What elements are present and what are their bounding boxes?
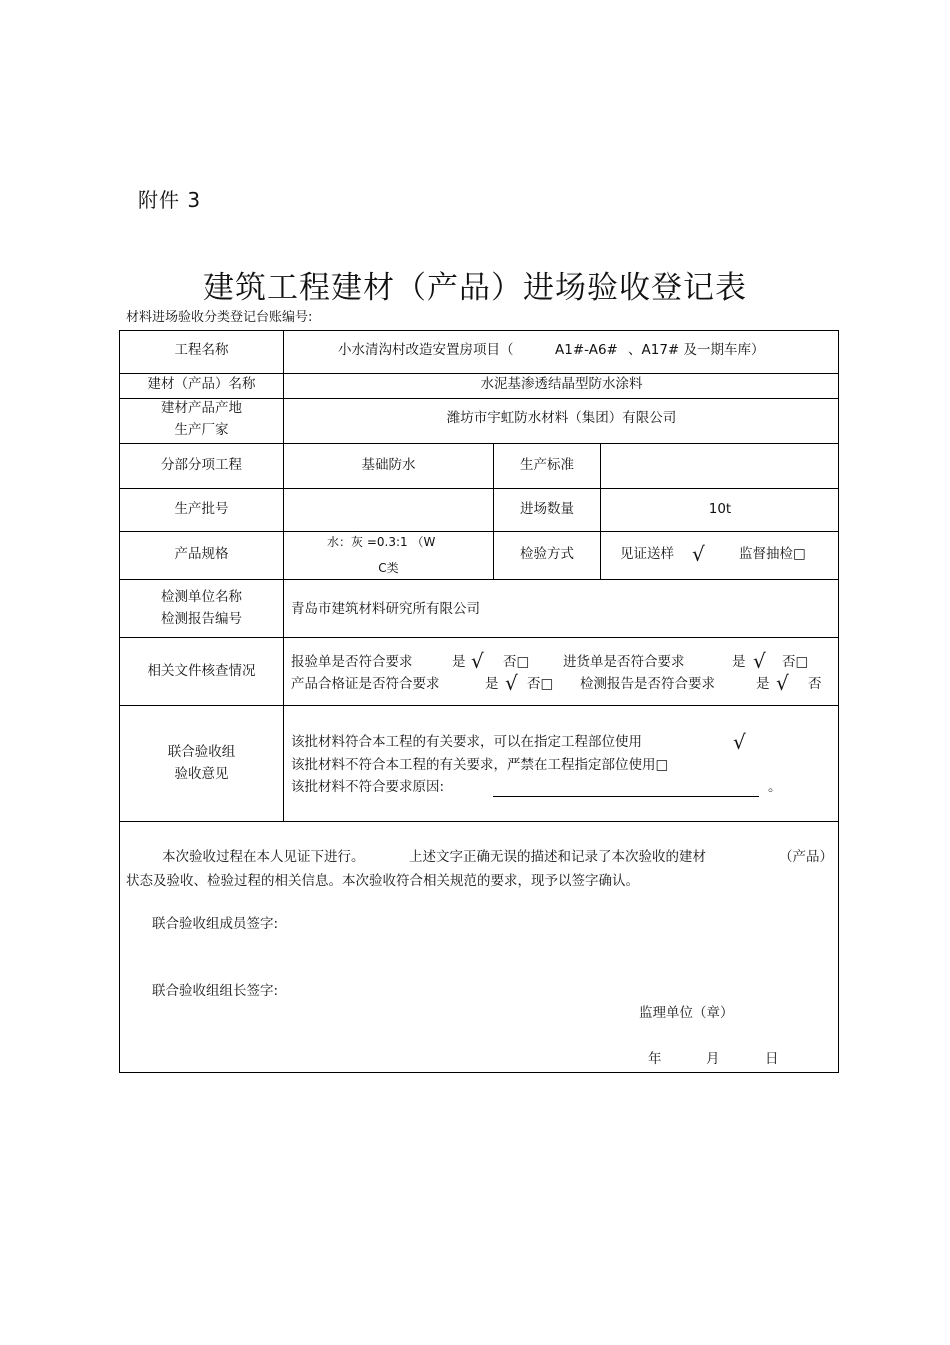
statement-line-2: 状态及验收、检验过程的相关信息。本次验收符合相关规范的要求，现予以签字确认。 (126, 873, 639, 889)
opinion-reason-label: 该批材料不符合要求原因: (291, 779, 445, 795)
form-title: 建筑工程建材（产品）进场验收登记表 (203, 270, 747, 306)
row-divider (119, 488, 839, 489)
witness-sampling-option: 见证送样 (620, 546, 674, 562)
date-day: 日 (765, 1051, 779, 1067)
test-report-yes: 是 (756, 676, 770, 692)
material-name-value: 水泥基渗透结晶型防水涂料 (480, 376, 643, 392)
manufacturer-value: 潍坊市宇虹防水材料（集团）有限公司 (446, 410, 677, 426)
row-divider (119, 637, 839, 638)
subproject-value: 基础防水 (361, 457, 416, 473)
registration-table (119, 330, 839, 1073)
date-month: 月 (706, 1051, 720, 1067)
subproject-label: 分部分项工程 (161, 457, 242, 473)
origin-label: 建材产品产地 (161, 400, 242, 416)
delivery-note-no: 否□ (782, 654, 809, 670)
date-year: 年 (648, 1051, 662, 1067)
row-divider (119, 705, 839, 706)
project-name-suffix: 、A17# 及一期车库） (628, 342, 765, 358)
certificate-question: 产品合格证是否符合要求 (291, 676, 440, 692)
reason-end-mark: 。 (768, 779, 782, 795)
quantity-value: 10t (708, 501, 732, 517)
project-name-buildings: A1#-A6# (555, 342, 618, 358)
row-divider (119, 821, 839, 822)
column-divider (283, 330, 284, 821)
row-divider (119, 398, 839, 399)
standard-label: 生产标准 (520, 457, 574, 473)
material-name-label: 建材（产品）名称 (147, 376, 256, 392)
joint-group-label: 联合验收组 (167, 744, 236, 760)
witness-sampling-check: √ (692, 542, 705, 566)
spec-value-line-1: 水：灰 =0.3:1 （W (327, 535, 436, 549)
lab-name-label: 检测单位名称 (161, 589, 242, 605)
opinion-approve-check: √ (733, 730, 746, 754)
row-divider (119, 443, 839, 444)
inspection-form-check: √ (471, 649, 484, 673)
leader-signature-label: 联合验收组组长签字: (152, 983, 279, 999)
certificate-no: 否□ (527, 676, 554, 692)
batch-number-label: 生产批号 (174, 501, 229, 517)
certificate-check: √ (505, 671, 518, 695)
quantity-label: 进场数量 (520, 501, 574, 517)
ledger-number-label: 材料进场验收分类登记台账编号: (126, 310, 313, 325)
document-check-label: 相关文件核查情况 (147, 663, 256, 679)
statement-line-1c: （产品） (779, 849, 833, 865)
inspection-form-yes: 是 (452, 654, 466, 670)
inspection-form-question: 报验单是否符合要求 (291, 654, 413, 670)
lab-name-value: 青岛市建筑材料研究所有限公司 (291, 601, 480, 617)
project-name-value: 小水清沟村改造安置房项目（ (338, 342, 514, 358)
statement-line-1b: 上述文字正确无误的描述和记录了本次验收的建材 (409, 849, 706, 865)
delivery-note-question: 进货单是否符合要求 (563, 654, 685, 670)
reason-underline (493, 796, 759, 797)
spec-label: 产品规格 (174, 546, 229, 562)
test-report-question: 检测报告是否符合要求 (580, 676, 715, 692)
test-report-no: 否 (808, 676, 822, 692)
spec-value-line-2: C类 (378, 561, 399, 575)
inspection-form-no: 否□ (503, 654, 530, 670)
members-signature-label: 联合验收组成员签字: (152, 916, 279, 932)
supervisor-seal-label: 监理单位（章） (639, 1005, 734, 1021)
inspection-method-label: 检验方式 (520, 546, 574, 562)
statement-line-1a: 本次验收过程在本人见证下进行。 (162, 849, 365, 865)
row-divider (119, 373, 839, 374)
project-name-label: 工程名称 (174, 342, 229, 358)
report-number-label: 检测报告编号 (161, 611, 242, 627)
delivery-note-check: √ (753, 649, 766, 673)
test-report-check: √ (776, 671, 789, 695)
certificate-yes: 是 (485, 676, 499, 692)
delivery-note-yes: 是 (732, 654, 746, 670)
supervision-sampling-option: 监督抽检□ (739, 546, 806, 562)
manufacturer-label: 生产厂家 (174, 422, 229, 438)
opinion-approve-line: 该批材料符合本工程的有关要求，可以在指定工程部位使用 (291, 734, 642, 750)
row-divider (119, 531, 839, 532)
acceptance-opinion-label: 验收意见 (174, 766, 229, 782)
row-divider (119, 579, 839, 580)
opinion-reject-line: 该批材料不符合本工程的有关要求，严禁在工程指定部位使用□ (291, 757, 669, 773)
attachment-number: 附件 3 (138, 188, 202, 212)
